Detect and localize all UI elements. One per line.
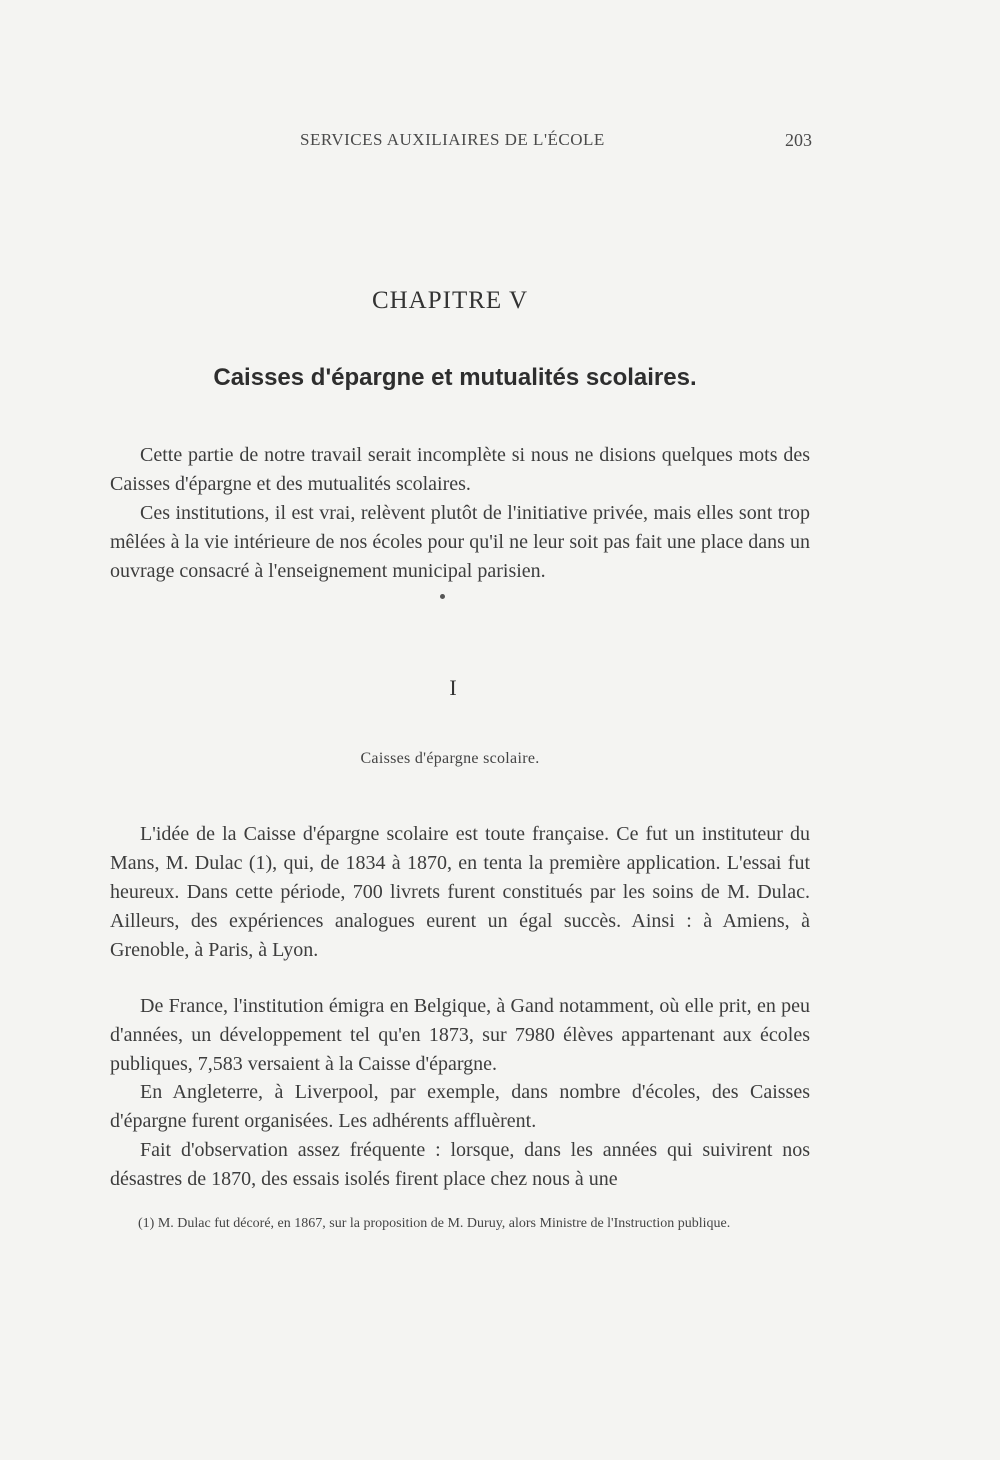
chapter-title: CHAPITRE V [371,287,529,314]
chapter-heading: Caisses d'épargne et mutualités scolaires. [213,364,697,391]
body-paragraph-4: Fait d'observation assez fréquente : lorsque, dans les années qui suivirent nos désastres de 1870, des essais isolés firent place chez nous à une [110,1139,810,1190]
running-head: SERVICES AUXILIAIRES DE L'ÉCOLE [300,130,605,149]
body-paragraph-3: En Angleterre, à Liverpool, par exemple, dans nombre d'écoles, des Caisses d'épargne furent organisées. Les adhérents affluèrent. [110,1081,810,1132]
ink-dot [440,594,445,599]
section-numeral: I [449,675,457,700]
body-paragraph-1: L'idée de la Caisse d'épargne scolaire est toute française. Ce fut un instituteur du Mans, M. Dulac (1), qui, de 1834 à 1870, en tenta la première application. L'essai fut heureux. Dans cette période, 700 livrets furent constitués par les soins de M. Dulac. Ailleurs, des expériences analogues eurent un égal succès. Ainsi : à Amiens, à Grenoble, à Paris, à Lyon. [110,823,810,961]
page-number: 203 [785,130,812,150]
intro-paragraph-1: Cette partie de notre travail serait incomplète si nous ne disions quelques mots des Caisses d'épargne et des mutualités scolaires. [110,444,810,495]
footnote: (1) M. Dulac fut décoré, en 1867, sur la proposition de M. Duruy, alors Ministre de l'Instruction publique. [138,1216,731,1231]
body-paragraph-2: De France, l'institution émigra en Belgique, à Gand notamment, où elle prit, en peu d'années, un développement tel qu'en 1873, sur 7980 élèves appartenant aux écoles publiques, 7,583 versaient à la Caisse d'épargne. [110,995,810,1075]
section-title: Caisses d'épargne scolaire. [360,750,540,767]
intro-paragraph-2: Ces institutions, il est vrai, relèvent plutôt de l'initiative privée, mais elles sont trop mêlées à la vie intérieure de nos écoles pour qu'il ne leur soit pas fait une place dans un ouvrage consacré à l'enseignement municipal parisien. [110,502,810,582]
